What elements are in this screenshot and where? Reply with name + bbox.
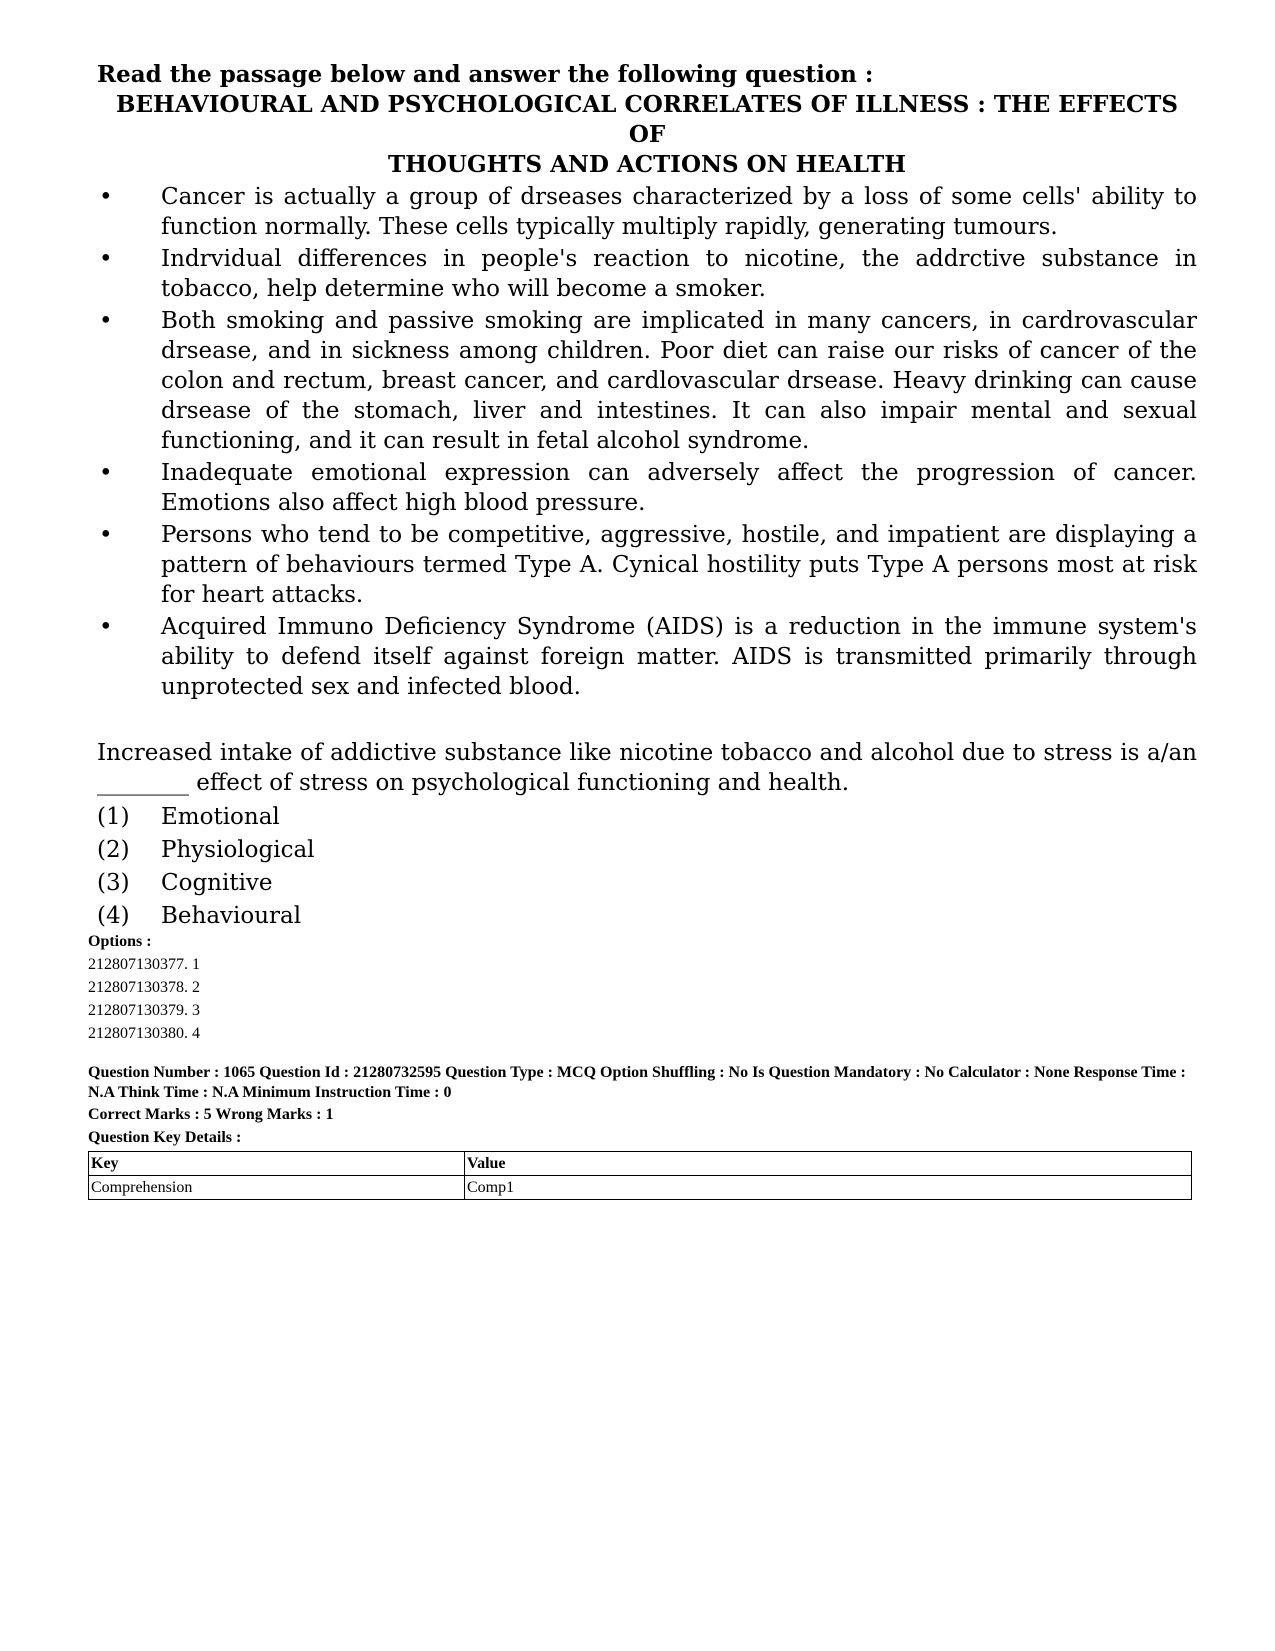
choice-number: (3) bbox=[97, 869, 130, 896]
choice-label: Emotional bbox=[161, 803, 280, 830]
choice-number: (4) bbox=[97, 902, 130, 929]
passage-heading-line1: BEHAVIOURAL AND PSYCHOLOGICAL CORRELATES OF ILLNESS : THE EFFECTS OF bbox=[116, 91, 1178, 148]
choice-number: (1) bbox=[97, 803, 130, 830]
passage-section bbox=[97, 60, 1197, 932]
marks-info: Correct Marks : 5 Wrong Marks : 1 bbox=[88, 1106, 334, 1123]
passage-bullet bbox=[97, 458, 1197, 518]
bullet-text: Both smoking and passive smoking are implicated in many cancers, in cardrovascular drsease, and in sickness among children. Poor diet can raise our risks of cancer of the colon and rectum, breast cancer, and cardlovascular drsease. Heavy drinking can cause drsease of the stomach, liver and intestines. It can also impair mental and sexual functioning, and it can result in fetal alcohol syndrome. bbox=[161, 308, 1197, 454]
option-id: 212807130380. 4 bbox=[88, 1025, 200, 1042]
answer-choice bbox=[97, 833, 1197, 866]
bullet-icon: • bbox=[99, 184, 113, 210]
table-header-row bbox=[89, 1152, 1192, 1176]
answer-choice bbox=[97, 899, 1197, 932]
option-id: 212807130379. 3 bbox=[88, 1002, 200, 1019]
bullet-text: Inadequate emotional expression can adversely affect the progression of cancer. Emotions also affect high blood pressure. bbox=[161, 460, 1197, 516]
passage-bullet bbox=[97, 244, 1197, 304]
choice-label: Cognitive bbox=[161, 869, 273, 896]
key-details-label: Question Key Details : bbox=[88, 1129, 242, 1146]
choice-label: Physiological bbox=[161, 836, 315, 863]
answer-choice-list bbox=[97, 800, 1197, 932]
option-id-list bbox=[88, 953, 1198, 1045]
bullet-icon: • bbox=[99, 460, 113, 486]
passage-bullet-list bbox=[97, 182, 1197, 702]
options-label: Options : bbox=[88, 933, 152, 950]
bullet-icon: • bbox=[99, 614, 113, 640]
question-info: Question Number : 1065 Question Id : 21280732595 Question Type : MCQ Option Shuffling : No Is Question Mandatory : No Calculator : None Response Time : N.A Think Time : N.A Minimum Instruction Time : 0 bbox=[88, 1064, 1186, 1101]
question-text: Increased intake of addictive substance like nicotine tobacco and alcohol due to stress is a/an ________ effect of stress on psychological functioning and health. bbox=[97, 740, 1197, 796]
bullet-text: Indrvidual differences in people's reaction to nicotine, the addrctive substance in tobacco, help determine who will become a smoker. bbox=[161, 246, 1197, 302]
question-meta-section bbox=[88, 930, 1198, 1200]
passage-bullet bbox=[97, 612, 1197, 702]
table-cell-key: Comprehension bbox=[89, 1176, 465, 1200]
choice-label: Behavioural bbox=[161, 902, 302, 929]
table-row bbox=[89, 1176, 1192, 1200]
bullet-text: Cancer is actually a group of drseases characterized by a loss of some cells' ability to function normally. These cells typically multiply rapidly, generating tumours. bbox=[161, 184, 1197, 240]
answer-choice bbox=[97, 800, 1197, 833]
option-id: 212807130377. 1 bbox=[88, 956, 200, 973]
answer-choice bbox=[97, 866, 1197, 899]
passage-bullet bbox=[97, 182, 1197, 242]
key-details-table bbox=[88, 1151, 1192, 1200]
option-id: 212807130378. 2 bbox=[88, 979, 200, 996]
bullet-icon: • bbox=[99, 246, 113, 272]
bullet-icon: • bbox=[99, 522, 113, 548]
passage-heading-line2: THOUGHTS AND ACTIONS ON HEALTH bbox=[388, 151, 906, 178]
table-header-key: Key bbox=[89, 1152, 465, 1176]
passage-intro: Read the passage below and answer the following question : bbox=[97, 61, 874, 88]
bullet-text: Acquired Immuno Deficiency Syndrome (AIDS) is a reduction in the immune system's ability to defend itself against foreign matter. AIDS is transmitted primarily through unprotected sex and infected blood. bbox=[161, 614, 1197, 700]
passage-heading bbox=[97, 90, 1197, 180]
passage-bullet bbox=[97, 520, 1197, 610]
table-cell-value: Comp1 bbox=[465, 1176, 1192, 1200]
passage-bullet bbox=[97, 306, 1197, 456]
bullet-icon: • bbox=[99, 308, 113, 334]
choice-number: (2) bbox=[97, 836, 130, 863]
table-header-value: Value bbox=[465, 1152, 1192, 1176]
bullet-text: Persons who tend to be competitive, aggressive, hostile, and impatient are displaying a pattern of behaviours termed Type A. Cynical hostility puts Type A persons most at risk for heart attacks. bbox=[161, 522, 1197, 608]
